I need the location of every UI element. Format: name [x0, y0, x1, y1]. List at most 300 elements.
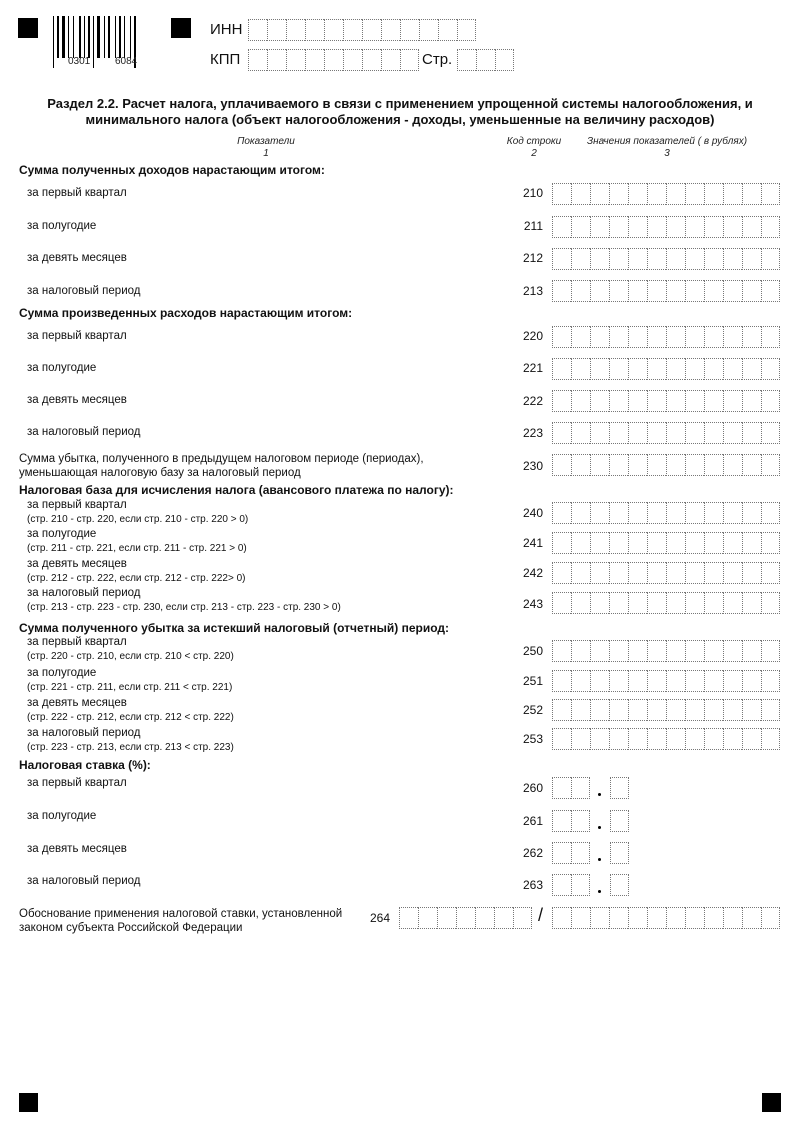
input-cell[interactable]: [723, 592, 742, 614]
input-cell[interactable]: [723, 907, 742, 929]
input-cell[interactable]: [723, 248, 742, 270]
input-cell[interactable]: [685, 699, 704, 721]
row-260-rate-fraction-field[interactable]: [610, 777, 629, 799]
input-cell[interactable]: [552, 183, 571, 205]
input-cell[interactable]: [437, 907, 456, 929]
input-cell[interactable]: [723, 670, 742, 692]
input-cell[interactable]: [590, 422, 609, 444]
input-cell[interactable]: [571, 699, 590, 721]
barcode-bar: [75, 16, 78, 58]
input-cell[interactable]: [286, 49, 305, 71]
input-cell[interactable]: [610, 810, 629, 832]
input-cell[interactable]: [723, 183, 742, 205]
input-cell[interactable]: [552, 699, 571, 721]
input-cell[interactable]: [704, 358, 723, 380]
input-cell[interactable]: [552, 216, 571, 238]
input-cell[interactable]: [761, 216, 780, 238]
input-cell[interactable]: [666, 670, 685, 692]
input-cell[interactable]: [609, 502, 628, 524]
input-cell[interactable]: [647, 670, 666, 692]
input-cell[interactable]: [761, 562, 780, 584]
row-222-value-field[interactable]: [552, 390, 780, 412]
input-cell[interactable]: [723, 216, 742, 238]
input-cell[interactable]: [513, 907, 532, 929]
input-cell[interactable]: [761, 358, 780, 380]
input-cell[interactable]: [628, 216, 647, 238]
input-cell[interactable]: [704, 248, 723, 270]
input-cell[interactable]: [628, 248, 647, 270]
row-252-value-field[interactable]: [552, 699, 780, 721]
input-cell[interactable]: [685, 532, 704, 554]
input-cell[interactable]: [628, 728, 647, 750]
row-263-rate-integer-field[interactable]: [552, 874, 590, 896]
input-cell[interactable]: [324, 49, 343, 71]
input-cell[interactable]: [742, 390, 761, 412]
input-cell[interactable]: [647, 216, 666, 238]
input-cell[interactable]: [552, 907, 571, 929]
input-cell[interactable]: [647, 532, 666, 554]
row-240-value-field[interactable]: [552, 502, 780, 524]
input-cell[interactable]: [571, 640, 590, 662]
input-cell[interactable]: [590, 699, 609, 721]
input-cell[interactable]: [704, 562, 723, 584]
input-cell[interactable]: [571, 728, 590, 750]
input-cell[interactable]: [742, 280, 761, 302]
row-261-rate-integer-field[interactable]: [552, 810, 590, 832]
input-cell[interactable]: [571, 777, 590, 799]
input-cell[interactable]: [456, 907, 475, 929]
input-cell[interactable]: [609, 183, 628, 205]
input-cell[interactable]: [761, 390, 780, 412]
input-cell[interactable]: [742, 422, 761, 444]
input-cell[interactable]: [647, 640, 666, 662]
input-cell[interactable]: [590, 248, 609, 270]
input-cell[interactable]: [495, 49, 514, 71]
input-cell[interactable]: [704, 670, 723, 692]
input-cell[interactable]: [723, 502, 742, 524]
input-cell[interactable]: [362, 19, 381, 41]
input-cell[interactable]: [761, 183, 780, 205]
input-cell[interactable]: [723, 728, 742, 750]
input-cell[interactable]: [704, 592, 723, 614]
row-264-detail-field[interactable]: [552, 907, 780, 929]
input-cell[interactable]: [761, 907, 780, 929]
input-cell[interactable]: [571, 326, 590, 348]
input-cell[interactable]: [552, 670, 571, 692]
input-cell[interactable]: [666, 502, 685, 524]
input-cell[interactable]: [609, 454, 628, 476]
input-cell[interactable]: [609, 390, 628, 412]
input-cell[interactable]: [647, 699, 666, 721]
input-cell[interactable]: [628, 502, 647, 524]
input-cell[interactable]: [590, 326, 609, 348]
input-cell[interactable]: [571, 592, 590, 614]
input-cell[interactable]: [742, 532, 761, 554]
input-cell[interactable]: [610, 874, 629, 896]
input-cell[interactable]: [647, 183, 666, 205]
input-cell[interactable]: [685, 728, 704, 750]
input-cell[interactable]: [552, 390, 571, 412]
input-cell[interactable]: [609, 728, 628, 750]
input-cell[interactable]: [685, 280, 704, 302]
input-cell[interactable]: [685, 502, 704, 524]
input-cell[interactable]: [399, 907, 418, 929]
row-251-code: 251: [522, 674, 543, 688]
input-cell[interactable]: [609, 216, 628, 238]
input-cell[interactable]: [761, 592, 780, 614]
input-cell[interactable]: [685, 670, 704, 692]
row-211-value-field[interactable]: [552, 216, 780, 238]
input-cell[interactable]: [685, 216, 704, 238]
row-243-label: [27, 587, 341, 614]
row-222-label: за девять месяцев: [27, 394, 127, 406]
input-cell[interactable]: [609, 532, 628, 554]
input-cell[interactable]: [742, 248, 761, 270]
input-cell[interactable]: [723, 390, 742, 412]
input-cell[interactable]: [305, 49, 324, 71]
input-cell[interactable]: [590, 562, 609, 584]
row-242-value-field[interactable]: [552, 562, 780, 584]
input-cell[interactable]: [628, 592, 647, 614]
input-cell[interactable]: [685, 907, 704, 929]
input-cell[interactable]: [628, 183, 647, 205]
input-cell[interactable]: [723, 422, 742, 444]
input-cell[interactable]: [552, 874, 571, 896]
input-cell[interactable]: [267, 19, 286, 41]
input-cell[interactable]: [704, 907, 723, 929]
input-cell[interactable]: [609, 907, 628, 929]
input-cell[interactable]: [685, 390, 704, 412]
input-cell[interactable]: [457, 49, 476, 71]
input-cell[interactable]: [723, 454, 742, 476]
input-cell[interactable]: [267, 49, 286, 71]
input-cell[interactable]: [590, 907, 609, 929]
input-cell[interactable]: [628, 326, 647, 348]
input-cell[interactable]: [685, 592, 704, 614]
input-cell[interactable]: [609, 592, 628, 614]
input-cell[interactable]: [761, 326, 780, 348]
input-cell[interactable]: [248, 49, 267, 71]
input-cell[interactable]: [723, 562, 742, 584]
row-262-rate-integer-field[interactable]: [552, 842, 590, 864]
input-cell[interactable]: [610, 842, 629, 864]
input-cell[interactable]: [494, 907, 513, 929]
input-cell[interactable]: [666, 699, 685, 721]
row-221-value-field[interactable]: [552, 358, 780, 380]
input-cell[interactable]: [761, 280, 780, 302]
input-cell[interactable]: [704, 280, 723, 302]
input-cell[interactable]: [647, 728, 666, 750]
input-cell[interactable]: [761, 532, 780, 554]
input-cell[interactable]: [647, 454, 666, 476]
input-cell[interactable]: [590, 454, 609, 476]
input-cell[interactable]: [647, 248, 666, 270]
input-cell[interactable]: [666, 183, 685, 205]
input-cell[interactable]: [628, 670, 647, 692]
input-cell[interactable]: [666, 562, 685, 584]
input-cell[interactable]: [704, 699, 723, 721]
input-cell[interactable]: [571, 874, 590, 896]
row-210-value-field[interactable]: [552, 183, 780, 205]
input-cell[interactable]: [438, 19, 457, 41]
input-cell[interactable]: [742, 562, 761, 584]
input-cell[interactable]: [286, 19, 305, 41]
row-250-value-field[interactable]: [552, 640, 780, 662]
row-220-label: за первый квартал: [27, 330, 127, 342]
input-cell[interactable]: [742, 592, 761, 614]
input-cell[interactable]: [761, 502, 780, 524]
input-cell[interactable]: [552, 454, 571, 476]
input-cell[interactable]: [647, 592, 666, 614]
input-cell[interactable]: [381, 19, 400, 41]
input-cell[interactable]: [400, 49, 419, 71]
input-cell[interactable]: [457, 19, 476, 41]
input-cell[interactable]: [704, 502, 723, 524]
row-212-value-field[interactable]: [552, 248, 780, 270]
input-cell[interactable]: [362, 49, 381, 71]
input-cell[interactable]: [647, 390, 666, 412]
input-cell[interactable]: [685, 454, 704, 476]
input-cell[interactable]: [704, 183, 723, 205]
input-cell[interactable]: [571, 670, 590, 692]
input-cell[interactable]: [742, 454, 761, 476]
input-cell[interactable]: [609, 670, 628, 692]
input-cell[interactable]: [552, 248, 571, 270]
input-cell[interactable]: [628, 699, 647, 721]
input-cell[interactable]: [761, 670, 780, 692]
input-cell[interactable]: [571, 532, 590, 554]
input-cell[interactable]: [761, 728, 780, 750]
input-cell[interactable]: [571, 422, 590, 444]
input-cell[interactable]: [628, 454, 647, 476]
input-cell[interactable]: [742, 358, 761, 380]
input-cell[interactable]: [571, 502, 590, 524]
row-263-label: за налоговый период: [27, 875, 141, 887]
input-cell[interactable]: [647, 502, 666, 524]
input-cell[interactable]: [552, 280, 571, 302]
input-cell[interactable]: [761, 454, 780, 476]
input-cell[interactable]: [666, 592, 685, 614]
input-cell[interactable]: [381, 49, 400, 71]
input-cell[interactable]: [666, 358, 685, 380]
input-cell[interactable]: [666, 280, 685, 302]
input-cell[interactable]: [628, 390, 647, 412]
row-241-value-field[interactable]: [552, 532, 780, 554]
input-cell[interactable]: [590, 532, 609, 554]
input-cell[interactable]: [685, 358, 704, 380]
input-cell[interactable]: [419, 19, 438, 41]
input-cell[interactable]: [590, 670, 609, 692]
row-260-rate-integer-field[interactable]: [552, 777, 590, 799]
input-cell[interactable]: [571, 280, 590, 302]
input-cell[interactable]: [685, 183, 704, 205]
input-cell[interactable]: [628, 358, 647, 380]
input-cell[interactable]: [590, 216, 609, 238]
row-263-rate-fraction-field[interactable]: [610, 874, 629, 896]
input-cell[interactable]: [571, 810, 590, 832]
input-cell[interactable]: [552, 532, 571, 554]
input-cell[interactable]: [666, 907, 685, 929]
barcode-bar: [84, 16, 85, 58]
input-cell[interactable]: [343, 49, 362, 71]
row-223-value-field[interactable]: [552, 422, 780, 444]
input-cell[interactable]: [610, 777, 629, 799]
input-cell[interactable]: [609, 326, 628, 348]
barcode-bar: [91, 16, 92, 58]
input-cell[interactable]: [647, 562, 666, 584]
page-number-field[interactable]: [457, 49, 514, 71]
input-cell[interactable]: [761, 248, 780, 270]
section-title: [0, 96, 800, 128]
input-cell[interactable]: [685, 640, 704, 662]
input-cell[interactable]: [571, 562, 590, 584]
input-cell[interactable]: [609, 562, 628, 584]
input-cell[interactable]: [590, 390, 609, 412]
input-cell[interactable]: [628, 562, 647, 584]
input-cell[interactable]: [590, 183, 609, 205]
input-cell[interactable]: [742, 502, 761, 524]
input-cell[interactable]: [723, 532, 742, 554]
input-cell[interactable]: [742, 728, 761, 750]
input-cell[interactable]: [704, 532, 723, 554]
input-cell[interactable]: [666, 390, 685, 412]
input-cell[interactable]: [552, 592, 571, 614]
input-cell[interactable]: [742, 216, 761, 238]
input-cell[interactable]: [418, 907, 437, 929]
input-cell[interactable]: [590, 728, 609, 750]
input-cell[interactable]: [609, 699, 628, 721]
row-213-value-field[interactable]: [552, 280, 780, 302]
input-cell[interactable]: [666, 454, 685, 476]
input-cell[interactable]: [742, 640, 761, 662]
input-cell[interactable]: [571, 183, 590, 205]
input-cell[interactable]: [590, 640, 609, 662]
input-cell[interactable]: [685, 248, 704, 270]
input-cell[interactable]: [761, 422, 780, 444]
input-cell[interactable]: [666, 248, 685, 270]
input-cell[interactable]: [571, 216, 590, 238]
input-cell[interactable]: [609, 640, 628, 662]
kpp-field[interactable]: [248, 49, 419, 71]
input-cell[interactable]: [742, 670, 761, 692]
input-cell[interactable]: [647, 280, 666, 302]
input-cell[interactable]: [704, 640, 723, 662]
input-cell[interactable]: [552, 842, 571, 864]
input-cell[interactable]: [666, 422, 685, 444]
input-cell[interactable]: [628, 422, 647, 444]
input-cell[interactable]: [628, 280, 647, 302]
input-cell[interactable]: [552, 640, 571, 662]
input-cell[interactable]: [571, 454, 590, 476]
input-cell[interactable]: [666, 640, 685, 662]
input-cell[interactable]: [248, 19, 267, 41]
row-262-rate-fraction-field[interactable]: [610, 842, 629, 864]
input-cell[interactable]: [742, 183, 761, 205]
input-cell[interactable]: [704, 326, 723, 348]
input-cell[interactable]: [400, 19, 419, 41]
row-264-code-field[interactable]: [399, 907, 532, 929]
input-cell[interactable]: [475, 907, 494, 929]
input-cell[interactable]: [590, 502, 609, 524]
input-cell[interactable]: [552, 326, 571, 348]
input-cell[interactable]: [609, 248, 628, 270]
input-cell[interactable]: [666, 728, 685, 750]
input-cell[interactable]: [324, 19, 343, 41]
input-cell[interactable]: [666, 532, 685, 554]
input-cell[interactable]: [742, 699, 761, 721]
input-cell[interactable]: [552, 422, 571, 444]
row-261-rate-fraction-field[interactable]: [610, 810, 629, 832]
input-cell[interactable]: [343, 19, 362, 41]
input-cell[interactable]: [647, 326, 666, 348]
input-cell[interactable]: [666, 216, 685, 238]
input-cell[interactable]: [704, 390, 723, 412]
row-230-value-field[interactable]: [552, 454, 780, 476]
input-cell[interactable]: [723, 640, 742, 662]
input-cell[interactable]: [704, 728, 723, 750]
input-cell[interactable]: [609, 358, 628, 380]
input-cell[interactable]: [552, 810, 571, 832]
input-cell[interactable]: [742, 326, 761, 348]
input-cell[interactable]: [571, 358, 590, 380]
input-cell[interactable]: [761, 640, 780, 662]
input-cell[interactable]: [552, 562, 571, 584]
input-cell[interactable]: [571, 842, 590, 864]
input-cell[interactable]: [647, 358, 666, 380]
inn-field[interactable]: [248, 19, 476, 41]
row-253-value-field[interactable]: [552, 728, 780, 750]
input-cell[interactable]: [552, 358, 571, 380]
row-220-value-field[interactable]: [552, 326, 780, 348]
input-cell[interactable]: [666, 326, 685, 348]
input-cell[interactable]: [552, 777, 571, 799]
input-cell[interactable]: [723, 358, 742, 380]
input-cell[interactable]: [647, 907, 666, 929]
barcode-bar: [82, 16, 83, 58]
input-cell[interactable]: [685, 326, 704, 348]
input-cell[interactable]: [723, 699, 742, 721]
input-cell[interactable]: [704, 216, 723, 238]
input-cell[interactable]: [628, 532, 647, 554]
input-cell[interactable]: [590, 358, 609, 380]
row-223-code: 223: [522, 426, 543, 440]
input-cell[interactable]: [685, 422, 704, 444]
input-cell[interactable]: [552, 502, 571, 524]
input-cell[interactable]: [723, 280, 742, 302]
input-cell[interactable]: [628, 640, 647, 662]
input-cell[interactable]: [742, 907, 761, 929]
row-251-value-field[interactable]: [552, 670, 780, 692]
input-cell[interactable]: [476, 49, 495, 71]
input-cell[interactable]: [590, 592, 609, 614]
input-cell[interactable]: [609, 422, 628, 444]
input-cell[interactable]: [609, 280, 628, 302]
input-cell[interactable]: [647, 422, 666, 444]
input-cell[interactable]: [704, 422, 723, 444]
input-cell[interactable]: [723, 326, 742, 348]
input-cell[interactable]: [305, 19, 324, 41]
input-cell[interactable]: [590, 280, 609, 302]
input-cell[interactable]: [704, 454, 723, 476]
input-cell[interactable]: [571, 248, 590, 270]
input-cell[interactable]: [571, 907, 590, 929]
row-243-value-field[interactable]: [552, 592, 780, 614]
input-cell[interactable]: [552, 728, 571, 750]
input-cell[interactable]: [628, 907, 647, 929]
input-cell[interactable]: [685, 562, 704, 584]
input-cell[interactable]: [761, 699, 780, 721]
input-cell[interactable]: [571, 390, 590, 412]
